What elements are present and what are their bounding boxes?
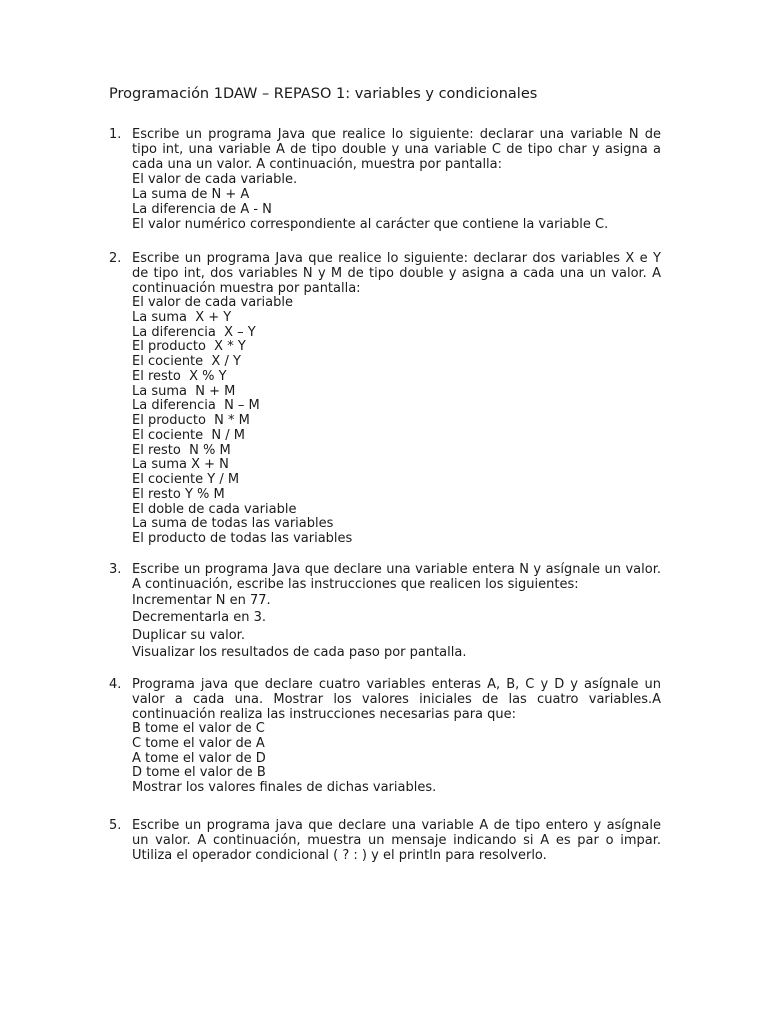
exercise-item: El valor numérico correspondiente al carácter que contiene la variable C.: [132, 217, 609, 232]
exercise-item: El valor de cada variable: [132, 295, 293, 310]
exercise-items: [132, 296, 661, 547]
exercise-item: A tome el valor de D: [132, 750, 266, 766]
exercise-items: [132, 172, 661, 232]
exercise-item: El cociente Y / M: [132, 472, 240, 488]
exercise-number: 4.: [109, 677, 122, 692]
exercise-item: La suma N + M: [132, 383, 236, 399]
exercise-item: Visualizar los resultados de cada paso por pantalla.: [132, 644, 467, 660]
exercise-item: Decrementarla en 3.: [132, 610, 267, 626]
exercise-statement: Escribe un programa Java que realice lo siguiente: declarar dos variables X e Y de tipo int, dos variables N y M de tipo double y asigna a cada una un valor. A continuación muestra por pantalla:: [132, 251, 661, 296]
exercise-item: D tome el valor de B: [132, 765, 266, 781]
exercise-item: La suma X + N: [132, 457, 229, 473]
exercise-item: El producto X * Y: [132, 339, 246, 355]
exercise-body: [132, 562, 661, 661]
exercise-item: Duplicar su valor.: [132, 627, 245, 643]
exercise-item: El doble de cada variable: [132, 501, 297, 517]
exercise-item: La diferencia N – M: [132, 398, 260, 414]
exercise-body: [132, 677, 661, 796]
exercise-item: El producto de todas las variables: [132, 531, 353, 547]
exercise-statement: Escribe un programa java que declare una variable A de tipo entero y asígnale un valor. A continuación, muestra un mensaje indicando si A es par o impar. Utiliza el operador condicional ( ? : ) y el println para resolverlo.: [132, 818, 661, 863]
exercise-items: [132, 592, 661, 661]
exercise-body: [132, 127, 661, 232]
exercise-item: El resto Y % M: [132, 486, 225, 502]
exercise-item: El resto X % Y: [132, 368, 227, 384]
exercise-item: C tome el valor de A: [132, 735, 265, 751]
exercise-items: [132, 722, 661, 796]
exercise-number: 3.: [109, 562, 122, 577]
exercise-item: La diferencia de A - N: [132, 202, 272, 217]
exercise-item: El cociente N / M: [132, 427, 246, 443]
exercise-item: La suma de todas las variables: [132, 516, 334, 532]
exercise-item: Mostrar los valores finales de dichas variables.: [132, 780, 437, 796]
exercise-body: [132, 818, 661, 863]
exercise-number: 5.: [109, 818, 122, 833]
exercise-item: El cociente X / Y: [132, 354, 241, 370]
exercise-statement: Escribe un programa Java que declare una variable entera N y asígnale un valor. A continuación, escribe las instrucciones que realicen los siguientes:: [132, 562, 661, 592]
exercise-item: Incrementar N en 77.: [132, 593, 271, 608]
exercise-item: La suma de N + A: [132, 187, 250, 202]
exercise-statement: Escribe un programa Java que realice lo siguiente: declarar una variable N de tipo int, una variable A de tipo double y una variable C de tipo char y asigna a cada una un valor. A continuación, muestra por pantalla:: [132, 127, 661, 172]
exercise-item: B tome el valor de C: [132, 721, 265, 736]
exercise-item: El producto N * M: [132, 413, 250, 429]
exercise-body: [132, 251, 661, 547]
exercise-number: 2.: [109, 251, 122, 266]
exercise-number: 1.: [109, 127, 122, 142]
exercise-item: La suma X + Y: [132, 309, 232, 325]
exercise-item: El valor de cada variable.: [132, 172, 298, 187]
exercise-statement: Programa java que declare cuatro variables enteras A, B, C y D y asígnale un valor a cada una. Mostrar los valores iniciales de las cuatro variables.A continuación realiza las instrucciones necesarias para que:: [132, 677, 661, 722]
document-title: Programación 1DAW – REPASO 1: variables y condicionales: [109, 86, 538, 102]
exercise-item: La diferencia X – Y: [132, 324, 256, 340]
exercise-item: El resto N % M: [132, 442, 231, 458]
